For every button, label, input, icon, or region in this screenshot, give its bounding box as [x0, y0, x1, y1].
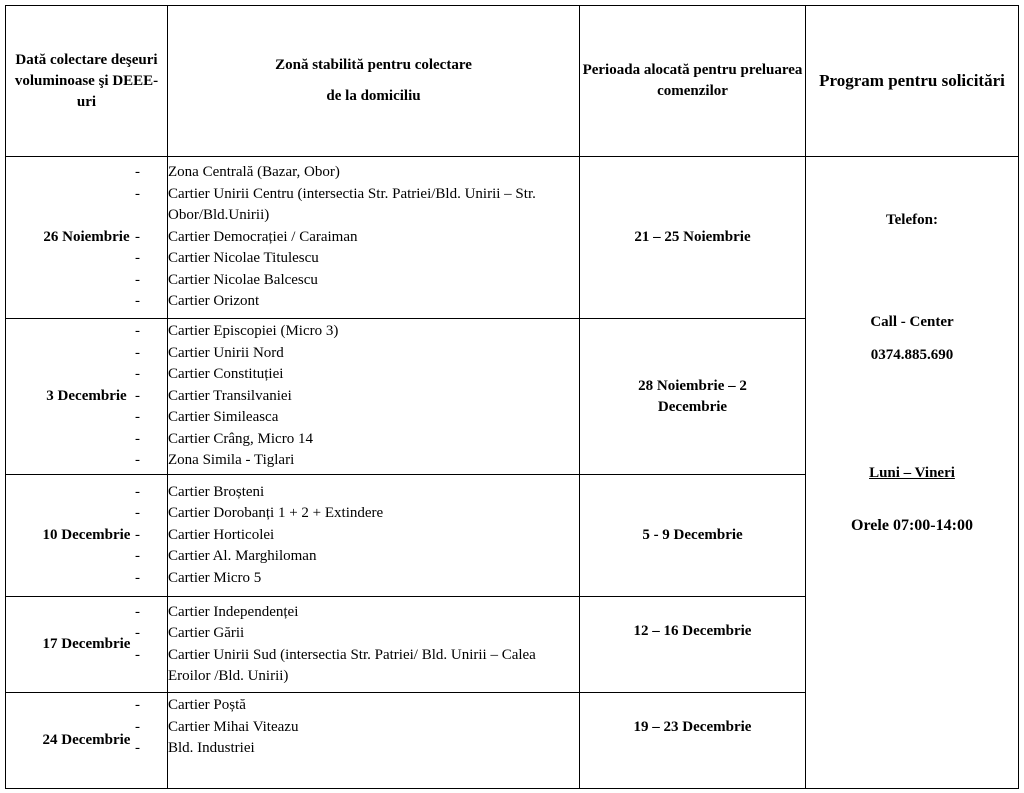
dash-bullet: -: [135, 718, 140, 735]
list-item: [135, 248, 579, 270]
dash-bullet: -: [135, 646, 140, 663]
zone-name: Cartier Mihai Viteazu: [168, 718, 299, 735]
header-row: [6, 6, 1019, 157]
list-item: [135, 162, 579, 184]
dash-bullet: -: [135, 548, 140, 565]
zone-cell: [135, 319, 580, 475]
list-item: [135, 738, 579, 760]
header-zone: [168, 6, 580, 157]
list-item: [135, 525, 579, 547]
zone-name: Cartier Gării: [168, 625, 245, 641]
dash-bullet: -: [135, 228, 140, 245]
zone-name: Bld. Industriei: [168, 740, 255, 756]
order-period: 12 – 16 Decembrie: [580, 597, 806, 693]
order-period: 28 Noiembrie – 2 Decembrie: [580, 319, 806, 475]
dash-bullet: -: [135, 293, 140, 310]
dash-bullet: -: [135, 323, 140, 340]
working-hours: Orele 07:00-14:00: [851, 517, 973, 534]
contact-cell: [806, 157, 1019, 789]
header-order-period: Perioada alocată pentru preluarea comenzilor: [580, 6, 806, 157]
zone-cell: [135, 693, 580, 789]
zone-cell: [135, 597, 580, 693]
zone-name: Cartier Unirii Nord: [168, 344, 284, 361]
call-center-label: Call - Center: [870, 314, 954, 330]
header-collection-date: Dată colectare deşeuri voluminoase şi DEEE-uri: [6, 6, 168, 157]
zone-name: Cartier Orizont: [168, 293, 260, 310]
dash-bullet: -: [135, 697, 140, 713]
collection-date: 10 Decembrie: [6, 475, 168, 597]
zone-name: Cartier Nicolae Balcescu: [168, 271, 318, 288]
zone-name: Cartier Unirii Sud (intersectia Str. Patriei/ Bld. Unirii – Calea Eroilor /Bld. Unirii): [168, 646, 536, 684]
zone-name: Cartier Democrației / Caraiman: [168, 228, 358, 245]
list-item: [135, 717, 579, 739]
zone-cell: [135, 475, 580, 597]
dash-bullet: -: [135, 366, 140, 383]
list-item: [135, 546, 579, 568]
collection-date: 24 Decembrie: [6, 693, 168, 789]
order-period: 19 – 23 Decembrie: [580, 693, 806, 789]
zone-name: Cartier Constituției: [168, 366, 284, 383]
zone-name: Zona Simila - Tiglari: [168, 452, 295, 469]
order-period: 21 – 25 Noiembrie: [580, 157, 806, 319]
dash-bullet: -: [135, 603, 140, 620]
zone-name: Zona Centrală (Bazar, Obor): [168, 164, 340, 181]
dash-bullet: -: [135, 483, 140, 500]
list-item: [135, 321, 579, 343]
dash-bullet: -: [135, 344, 140, 361]
header-zone-line1: Zonă stabilită pentru colectare: [275, 57, 472, 73]
list-item: [135, 386, 579, 408]
zone-name: Cartier Al. Marghiloman: [168, 548, 317, 565]
zone-name: Cartier Nicolae Titulescu: [168, 250, 319, 267]
dash-bullet: -: [135, 569, 140, 586]
dash-bullet: -: [135, 526, 140, 543]
zone-list: [135, 695, 579, 760]
dash-bullet: -: [135, 452, 140, 469]
dash-bullet: -: [135, 505, 140, 522]
list-item: [135, 503, 579, 525]
zone-name: Cartier Independenței: [168, 603, 299, 620]
collection-date: 26 Noiembrie: [6, 157, 168, 319]
dash-bullet: -: [135, 430, 140, 447]
zone-name: Cartier Broșteni: [168, 483, 265, 500]
list-item: [135, 429, 579, 451]
zone-name: Cartier Crâng, Micro 14: [168, 430, 313, 447]
header-zone-line2: de la domiciliu: [326, 88, 421, 104]
list-item: [135, 695, 579, 717]
list-item: [135, 482, 579, 504]
dash-bullet: -: [135, 409, 140, 426]
dash-bullet: -: [135, 625, 140, 641]
phone-label: Telefon:: [886, 212, 938, 228]
zone-name: Cartier Episcopiei (Micro 3): [168, 323, 339, 340]
dash-bullet: -: [135, 740, 140, 756]
zone-list: [135, 162, 579, 313]
zone-name: Cartier Micro 5: [168, 569, 262, 586]
list-item: [135, 623, 571, 645]
list-item: [135, 602, 571, 624]
table-row: [6, 157, 1019, 319]
dash-bullet: -: [135, 185, 140, 202]
list-item: [135, 450, 579, 472]
zone-name: Cartier Simileasca: [168, 409, 279, 426]
phone-number: 0374.885.690: [870, 347, 954, 363]
zone-name: Cartier Poștă: [168, 697, 246, 713]
collection-schedule-table: [5, 5, 1019, 789]
zone-name: Cartier Transilvaniei: [168, 387, 292, 404]
zone-list: [135, 482, 579, 590]
list-item: [135, 343, 579, 365]
dash-bullet: -: [135, 271, 140, 288]
working-days: Luni – Vineri: [869, 465, 955, 481]
order-period: 5 - 9 Decembrie: [580, 475, 806, 597]
zone-name: Cartier Unirii Centru (intersectia Str. Patriei/Bld. Unirii – Str. Obor/Bld.Unirii): [168, 185, 536, 224]
zone-list: [135, 602, 571, 688]
header-request-schedule: Program pentru solicitări: [806, 6, 1019, 157]
list-item: [135, 568, 579, 590]
list-item: [135, 364, 579, 386]
list-item: [135, 291, 579, 313]
dash-bullet: -: [135, 387, 140, 404]
zone-name: Cartier Dorobanți 1 + 2 + Extindere: [168, 505, 384, 522]
zone-cell: [135, 157, 580, 319]
zone-list: [135, 321, 579, 472]
list-item: [135, 645, 571, 688]
dash-bullet: -: [135, 250, 140, 267]
collection-date: 17 Decembrie: [6, 597, 168, 693]
collection-date: 3 Decembrie: [6, 319, 168, 475]
zone-name: Cartier Horticolei: [168, 526, 275, 543]
list-item: [135, 270, 579, 292]
dash-bullet: -: [135, 164, 140, 181]
list-item: [135, 407, 579, 429]
list-item: [135, 184, 579, 227]
list-item: [135, 227, 579, 249]
